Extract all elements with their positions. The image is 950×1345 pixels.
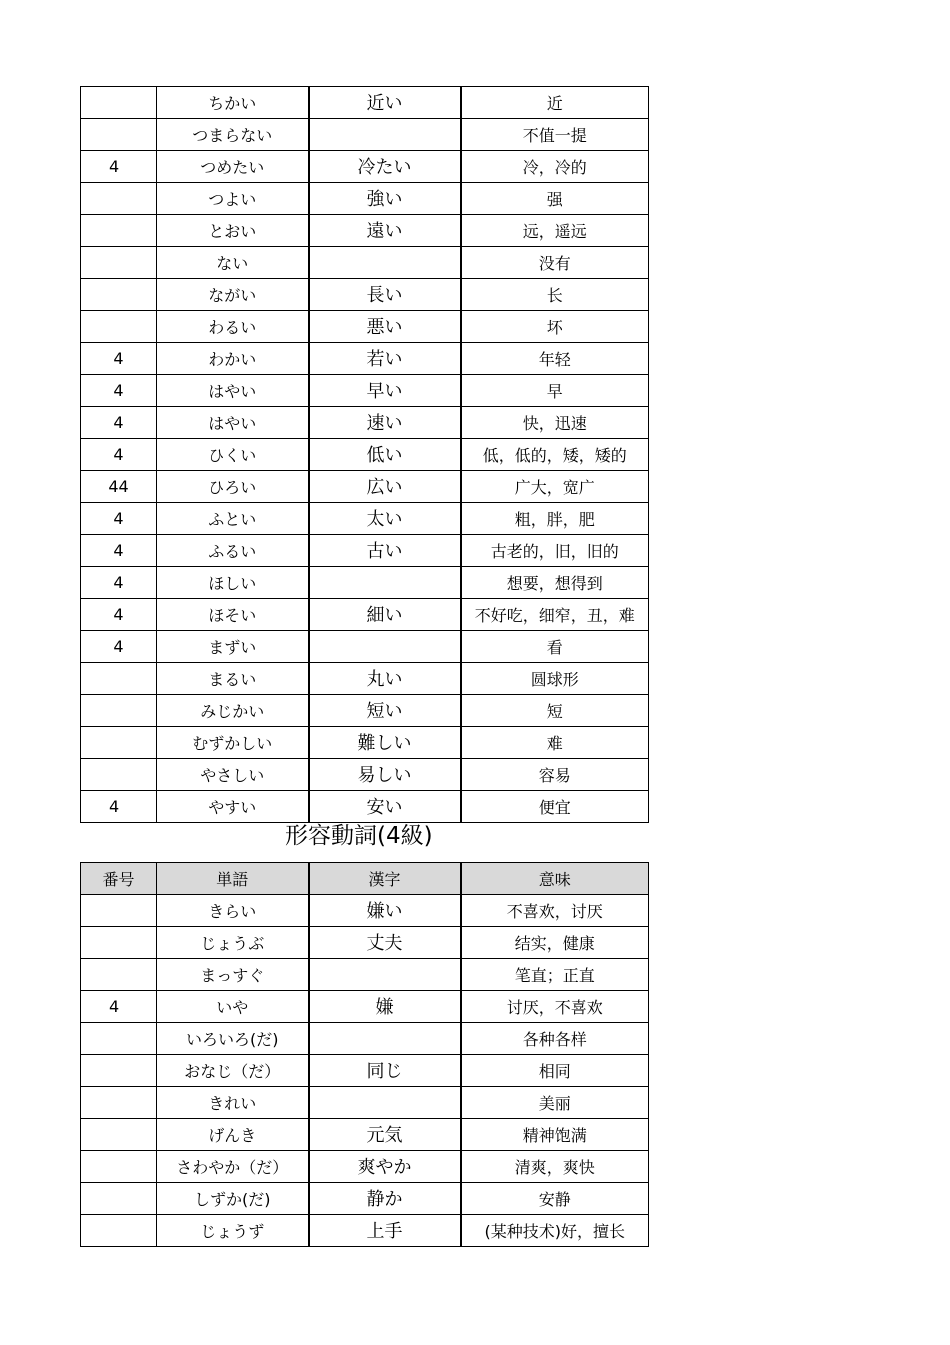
row-number bbox=[81, 895, 157, 927]
na-adjective-table-body bbox=[81, 895, 649, 1247]
header-word: 単語 bbox=[157, 863, 309, 895]
row-number bbox=[81, 1055, 157, 1087]
row-kanji: 嫌 bbox=[309, 991, 461, 1023]
row-kanji: 広い bbox=[309, 471, 461, 503]
row-reading: みじかい bbox=[157, 695, 309, 727]
table-row bbox=[81, 343, 649, 375]
row-kanji: 低い bbox=[309, 439, 461, 471]
table-row bbox=[81, 535, 649, 567]
row-meaning: 笔直；正直 bbox=[461, 959, 649, 991]
row-meaning: 精神饱满 bbox=[461, 1119, 649, 1151]
table-row bbox=[81, 599, 649, 631]
row-kanji bbox=[309, 1023, 461, 1055]
row-reading: じょうぶ bbox=[157, 927, 309, 959]
row-reading: まずい bbox=[157, 631, 309, 663]
row-reading: きれい bbox=[157, 1087, 309, 1119]
row-meaning: 远，遥远 bbox=[461, 215, 649, 247]
row-number bbox=[81, 727, 157, 759]
row-number: 4 bbox=[81, 343, 157, 375]
row-kanji: 安い bbox=[309, 791, 461, 823]
row-meaning: 粗，胖，肥 bbox=[461, 503, 649, 535]
row-meaning: 结实，健康 bbox=[461, 927, 649, 959]
row-number bbox=[81, 247, 157, 279]
table-row bbox=[81, 1087, 649, 1119]
row-kanji: 古い bbox=[309, 535, 461, 567]
row-number bbox=[81, 1151, 157, 1183]
row-meaning: 讨厌，不喜欢 bbox=[461, 991, 649, 1023]
row-kanji: 若い bbox=[309, 343, 461, 375]
row-number: 4 bbox=[81, 599, 157, 631]
table-row bbox=[81, 183, 649, 215]
row-kanji: 同じ bbox=[309, 1055, 461, 1087]
row-meaning: 不值一提 bbox=[461, 119, 649, 151]
row-reading: わかい bbox=[157, 343, 309, 375]
row-number: 4 bbox=[81, 991, 157, 1023]
row-number bbox=[81, 215, 157, 247]
row-kanji: 静か bbox=[309, 1183, 461, 1215]
row-meaning: 短 bbox=[461, 695, 649, 727]
row-reading: まっすぐ bbox=[157, 959, 309, 991]
row-reading: いや bbox=[157, 991, 309, 1023]
row-kanji bbox=[309, 119, 461, 151]
row-meaning: 古老的，旧，旧的 bbox=[461, 535, 649, 567]
table-row bbox=[81, 119, 649, 151]
row-number: 4 bbox=[81, 535, 157, 567]
table-row bbox=[81, 1023, 649, 1055]
row-reading: ふとい bbox=[157, 503, 309, 535]
row-number: 4 bbox=[81, 151, 157, 183]
table-row bbox=[81, 631, 649, 663]
row-number bbox=[81, 311, 157, 343]
table-row bbox=[81, 727, 649, 759]
row-meaning: (某种技术)好，擅长 bbox=[461, 1215, 649, 1247]
row-kanji: 長い bbox=[309, 279, 461, 311]
row-number: 4 bbox=[81, 791, 157, 823]
row-reading: ひくい bbox=[157, 439, 309, 471]
row-meaning: 冷，冷的 bbox=[461, 151, 649, 183]
row-reading: やすい bbox=[157, 791, 309, 823]
row-number bbox=[81, 663, 157, 695]
table-row bbox=[81, 407, 649, 439]
row-kanji: 難しい bbox=[309, 727, 461, 759]
table-row bbox=[81, 895, 649, 927]
row-kanji: 細い bbox=[309, 599, 461, 631]
row-kanji: 嫌い bbox=[309, 895, 461, 927]
row-kanji bbox=[309, 567, 461, 599]
table-row bbox=[81, 1151, 649, 1183]
row-number bbox=[81, 119, 157, 151]
table-row bbox=[81, 1055, 649, 1087]
row-number: 4 bbox=[81, 567, 157, 599]
row-kanji: 悪い bbox=[309, 311, 461, 343]
row-reading: わるい bbox=[157, 311, 309, 343]
row-meaning: 广大，宽广 bbox=[461, 471, 649, 503]
row-meaning: 容易 bbox=[461, 759, 649, 791]
row-kanji bbox=[309, 631, 461, 663]
row-meaning: 清爽，爽快 bbox=[461, 1151, 649, 1183]
row-number: 4 bbox=[81, 439, 157, 471]
row-kanji bbox=[309, 959, 461, 991]
row-kanji: 速い bbox=[309, 407, 461, 439]
row-number bbox=[81, 759, 157, 791]
row-number bbox=[81, 1183, 157, 1215]
row-number bbox=[81, 1215, 157, 1247]
row-reading: さわやか（だ） bbox=[157, 1151, 309, 1183]
header-number: 番号 bbox=[81, 863, 157, 895]
row-meaning: 不好吃，细窄，丑，难 bbox=[461, 599, 649, 631]
row-meaning: 早 bbox=[461, 375, 649, 407]
row-number bbox=[81, 87, 157, 119]
row-reading: まるい bbox=[157, 663, 309, 695]
row-reading: つまらない bbox=[157, 119, 309, 151]
table-row bbox=[81, 1119, 649, 1151]
row-number: 44 bbox=[81, 471, 157, 503]
table-row bbox=[81, 311, 649, 343]
table-row bbox=[81, 151, 649, 183]
adjective-table-body bbox=[81, 87, 649, 823]
table-row bbox=[81, 439, 649, 471]
row-meaning: 想要，想得到 bbox=[461, 567, 649, 599]
row-kanji: 冷たい bbox=[309, 151, 461, 183]
row-meaning: 便宜 bbox=[461, 791, 649, 823]
header-meaning: 意味 bbox=[461, 863, 649, 895]
row-kanji: 強い bbox=[309, 183, 461, 215]
row-kanji: 元気 bbox=[309, 1119, 461, 1151]
row-kanji: 遠い bbox=[309, 215, 461, 247]
row-reading: ない bbox=[157, 247, 309, 279]
row-meaning: 强 bbox=[461, 183, 649, 215]
table-row bbox=[81, 471, 649, 503]
row-meaning: 坏 bbox=[461, 311, 649, 343]
row-meaning: 长 bbox=[461, 279, 649, 311]
row-meaning: 各种各样 bbox=[461, 1023, 649, 1055]
row-meaning: 低，低的，矮，矮的 bbox=[461, 439, 649, 471]
row-reading: じょうず bbox=[157, 1215, 309, 1247]
row-reading: つめたい bbox=[157, 151, 309, 183]
table-row bbox=[81, 927, 649, 959]
row-kanji: 近い bbox=[309, 87, 461, 119]
row-kanji: 上手 bbox=[309, 1215, 461, 1247]
na-adjective-table bbox=[80, 862, 649, 1247]
table-row bbox=[81, 1183, 649, 1215]
row-reading: はやい bbox=[157, 407, 309, 439]
table-header-row bbox=[81, 863, 649, 895]
row-number bbox=[81, 1119, 157, 1151]
row-reading: はやい bbox=[157, 375, 309, 407]
row-kanji bbox=[309, 1087, 461, 1119]
row-number bbox=[81, 279, 157, 311]
row-kanji: 易しい bbox=[309, 759, 461, 791]
row-reading: げんき bbox=[157, 1119, 309, 1151]
row-meaning: 看 bbox=[461, 631, 649, 663]
row-kanji bbox=[309, 247, 461, 279]
row-number: 4 bbox=[81, 375, 157, 407]
row-number bbox=[81, 183, 157, 215]
row-reading: むずかしい bbox=[157, 727, 309, 759]
row-meaning: 难 bbox=[461, 727, 649, 759]
table-row bbox=[81, 567, 649, 599]
row-reading: ふるい bbox=[157, 535, 309, 567]
row-meaning: 不喜欢，讨厌 bbox=[461, 895, 649, 927]
row-reading: やさしい bbox=[157, 759, 309, 791]
row-meaning: 年轻 bbox=[461, 343, 649, 375]
row-meaning: 安静 bbox=[461, 1183, 649, 1215]
table-row bbox=[81, 759, 649, 791]
row-reading: とおい bbox=[157, 215, 309, 247]
table-row bbox=[81, 215, 649, 247]
row-number bbox=[81, 927, 157, 959]
table-row bbox=[81, 503, 649, 535]
row-number bbox=[81, 695, 157, 727]
row-reading: ちかい bbox=[157, 87, 309, 119]
row-meaning: 相同 bbox=[461, 1055, 649, 1087]
row-number bbox=[81, 1023, 157, 1055]
row-kanji: 短い bbox=[309, 695, 461, 727]
row-number: 4 bbox=[81, 631, 157, 663]
row-meaning: 快，迅速 bbox=[461, 407, 649, 439]
row-meaning: 近 bbox=[461, 87, 649, 119]
row-reading: ながい bbox=[157, 279, 309, 311]
row-number bbox=[81, 1087, 157, 1119]
row-reading: いろいろ(だ) bbox=[157, 1023, 309, 1055]
section-title: 形容動詞(4級) bbox=[285, 823, 433, 849]
row-meaning: 圆球形 bbox=[461, 663, 649, 695]
table-row bbox=[81, 991, 649, 1023]
row-reading: きらい bbox=[157, 895, 309, 927]
row-number: 4 bbox=[81, 503, 157, 535]
table-row bbox=[81, 247, 649, 279]
row-number bbox=[81, 959, 157, 991]
row-kanji: 丸い bbox=[309, 663, 461, 695]
row-reading: ひろい bbox=[157, 471, 309, 503]
table-row bbox=[81, 663, 649, 695]
table-row bbox=[81, 87, 649, 119]
row-kanji: 早い bbox=[309, 375, 461, 407]
row-reading: しずか(だ) bbox=[157, 1183, 309, 1215]
table-row bbox=[81, 375, 649, 407]
row-kanji: 爽やか bbox=[309, 1151, 461, 1183]
table-row bbox=[81, 959, 649, 991]
table-row bbox=[81, 1215, 649, 1247]
row-reading: おなじ（だ） bbox=[157, 1055, 309, 1087]
row-number: 4 bbox=[81, 407, 157, 439]
row-reading: つよい bbox=[157, 183, 309, 215]
header-kanji: 漢字 bbox=[309, 863, 461, 895]
table-row bbox=[81, 279, 649, 311]
row-meaning: 没有 bbox=[461, 247, 649, 279]
table-row bbox=[81, 695, 649, 727]
row-kanji: 太い bbox=[309, 503, 461, 535]
row-meaning: 美丽 bbox=[461, 1087, 649, 1119]
row-reading: ほそい bbox=[157, 599, 309, 631]
row-kanji: 丈夫 bbox=[309, 927, 461, 959]
adjective-table bbox=[80, 86, 649, 823]
row-reading: ほしい bbox=[157, 567, 309, 599]
